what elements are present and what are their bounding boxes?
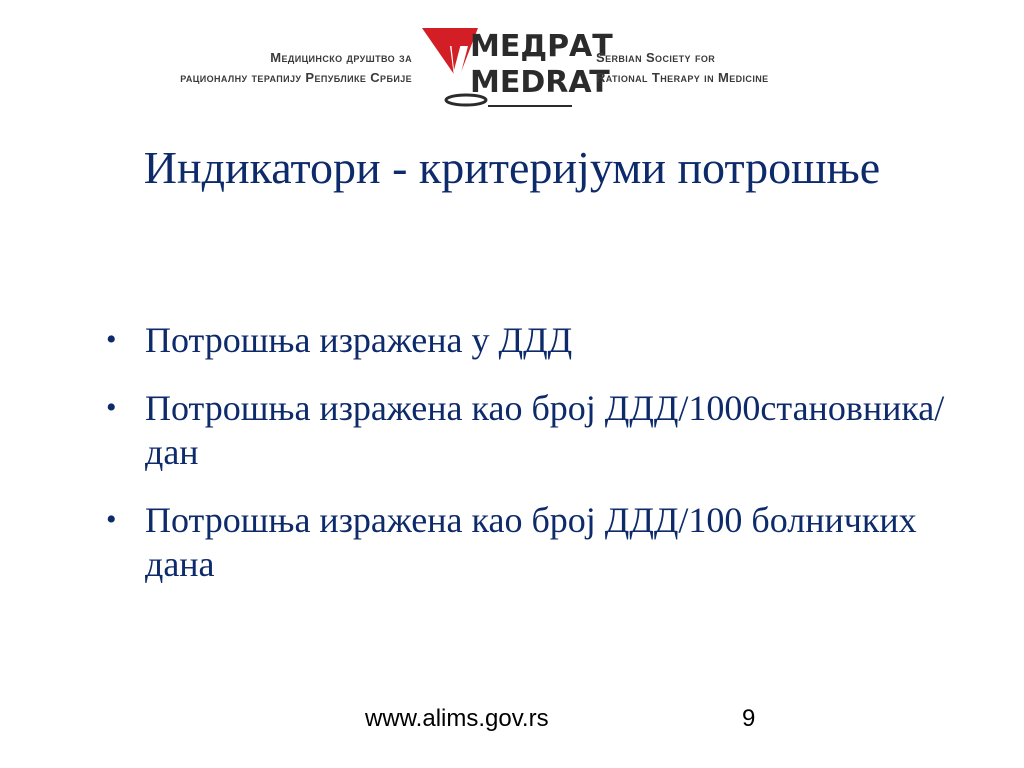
page-number: 9	[742, 705, 756, 732]
bullet-text: Потрошња изражена у ДДД	[145, 320, 573, 360]
bullet-text: Потрошња изражена као број ДДД/100 болничких дана	[145, 500, 917, 584]
medrat-logo-icon	[420, 22, 613, 114]
org-name-english-line-1: Serbian Society for	[596, 50, 716, 65]
bullet-list	[100, 318, 960, 610]
org-name-english	[596, 48, 769, 88]
slide-header	[0, 0, 1024, 120]
logo-text-line-1: МЕДРАТ	[470, 29, 613, 64]
org-name-serbian-line-1: Медицинско друштво за	[270, 50, 412, 65]
logo-text-line-2: MEDRAT	[470, 65, 610, 100]
bullet-symbol: •	[106, 391, 117, 424]
bullet-item	[100, 498, 960, 586]
footer-url[interactable]: www.alims.gov.rs	[365, 705, 549, 732]
org-name-serbian-line-2: рационалну терапију Републике Србије	[180, 70, 412, 85]
slide-title: Индикатори - критеријуми потрошње	[143, 142, 881, 193]
org-name-serbian	[180, 48, 412, 88]
bullet-symbol: •	[106, 503, 117, 536]
bullet-text: Потрошња изражена као број ДДД/1000становника/дан	[145, 388, 945, 472]
org-name-english-line-2: Rational Therapy in Medicine	[596, 70, 769, 85]
bullet-item	[100, 386, 960, 474]
bullet-item	[100, 318, 960, 362]
bullet-symbol: •	[106, 323, 117, 356]
